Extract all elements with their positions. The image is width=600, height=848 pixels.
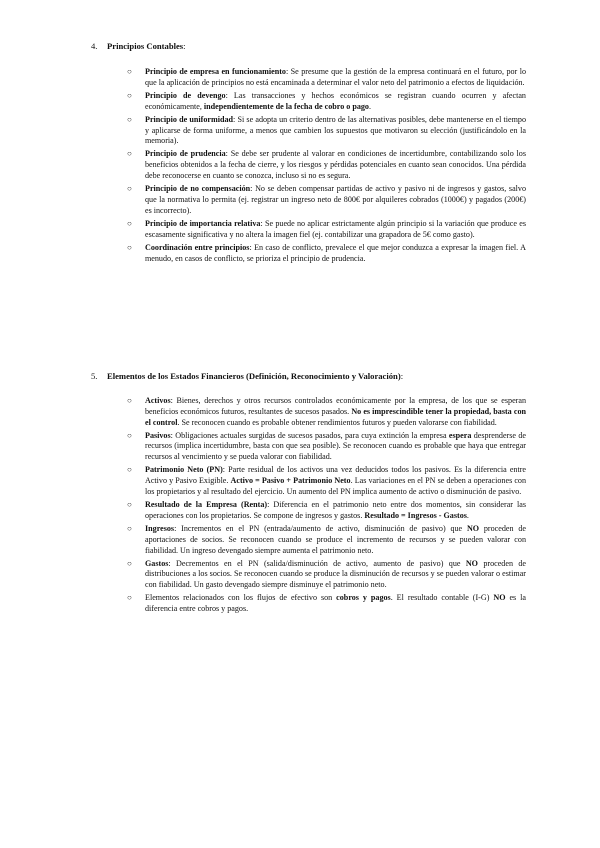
emphasis-text: Ingresos bbox=[145, 523, 175, 533]
body-text: : Las transacciones y hechos económicos se registran cuando ocurren y afectan económicamente, bbox=[145, 90, 526, 111]
list-item bbox=[127, 242, 526, 265]
body-text: es la diferencia entre cobros y pagos. bbox=[145, 593, 526, 614]
bullet-icon: ○ bbox=[127, 430, 132, 440]
emphasis-text: Resultado = Ingresos - Gastos bbox=[364, 510, 467, 520]
list-item bbox=[127, 558, 526, 591]
emphasis-text: independientemente de la fecha de cobro o pago bbox=[203, 101, 369, 111]
list-item bbox=[127, 396, 526, 428]
emphasis-text: Activo = Pasivo + Patrimonio Neto bbox=[230, 476, 351, 486]
emphasis-text: NO bbox=[466, 523, 480, 533]
emphasis-text: Resultado de la Empresa (Renta) bbox=[145, 500, 268, 510]
section-title: Elementos de los Estados Financieros (Definición, Reconocimiento y Valoración) bbox=[107, 371, 401, 381]
bullet-icon: ○ bbox=[127, 396, 132, 405]
body-text: . bbox=[368, 101, 372, 111]
emphasis-text: Pasivos bbox=[145, 430, 171, 440]
body-text: . El resultado contable (I-G) bbox=[390, 593, 494, 603]
emphasis-text: No es imprescindible tener la propiedad, basta con el control bbox=[145, 406, 526, 427]
emphasis-text: Principio de importancia relativa bbox=[145, 218, 261, 228]
principles-list bbox=[127, 67, 527, 267]
list-item bbox=[127, 184, 527, 216]
emphasis-text: Patrimonio Neto (PN) bbox=[145, 465, 223, 475]
emphasis-text: Activos bbox=[145, 396, 171, 405]
body-text: : Se debe ser prudente al valorar en condiciones de incertidumbre, contabilizando solo los beneficios obtenidos a la fecha de cierre, y los riesgos y pérdidas potenciales en cuanto sean conocidos. Una pérdida debe reconocerse en cuanto se conozca, incluso si no es segura. bbox=[145, 149, 526, 181]
list-item bbox=[127, 593, 526, 615]
list-item bbox=[127, 67, 526, 89]
bullet-icon: ○ bbox=[127, 523, 132, 533]
bullet-icon: ○ bbox=[127, 558, 132, 568]
list-item bbox=[127, 149, 526, 181]
emphasis-text: Coordinación entre principios bbox=[145, 242, 250, 252]
section-number: 5. bbox=[91, 371, 98, 381]
list-item bbox=[127, 114, 526, 147]
bullet-icon: ○ bbox=[127, 593, 132, 603]
body-text: . Se reconocen cuando es probable obtener rendimientos futuros y pueden valorarse con fiabilidad. bbox=[177, 417, 497, 427]
body-text: : Parte residual de los activos una vez deducidos todos los pasivos. Es la diferencia entre Activo y Pasivo Exigible. bbox=[145, 465, 526, 486]
bullet-icon: ○ bbox=[127, 465, 132, 475]
bullet-icon: ○ bbox=[127, 218, 132, 228]
body-text: proceden de distribuciones a los socios. Se reconocen cuando se produce la disminución de recursos y se pueden valorar o estimar con fiabilidad. Un gasto devengado siempre disminuye el patrimonio neto. bbox=[145, 558, 526, 590]
body-text: . bbox=[466, 510, 469, 520]
body-text: proceden de aportaciones de socios. Se reconocen cuando se produce el incremento de recursos y se pueden valorar con fiabilidad. Un ingreso devengado siempre aumenta el patrimonio neto. bbox=[145, 523, 526, 555]
emphasis-text: Principio de uniformidad bbox=[145, 114, 234, 124]
section-title: Principios Contables bbox=[107, 41, 184, 51]
emphasis-text: NO bbox=[493, 593, 506, 603]
body-text: : Incrementos en el PN (entrada/aumento de activo, disminución de pasivo) que bbox=[174, 523, 467, 533]
emphasis-text: Gastos bbox=[145, 558, 169, 568]
emphasis-text: Principio de empresa en funcionamiento bbox=[145, 67, 286, 76]
emphasis-text: Principio de devengo bbox=[145, 90, 226, 100]
body-text: : En caso de conflicto, prevalece el que mejor conduzca a expresar la imagen fiel. A menudo, en casos de conflicto, se prioriza el principio de prudencia. bbox=[145, 242, 526, 263]
bullet-icon: ○ bbox=[127, 242, 132, 252]
list-item bbox=[127, 218, 526, 241]
body-text: : Obligaciones actuales surgidas de sucesos pasados, para cuya extinción la empresa bbox=[170, 430, 449, 440]
section-number: 4. bbox=[91, 41, 98, 51]
body-text: . Las variaciones en el PN se deben a operaciones con los propietarios y al resultado del ejercicio. Un aumento del PN implica aumento de activo o disminución de pasivo. bbox=[145, 476, 527, 496]
list-item bbox=[127, 430, 526, 463]
elements-list bbox=[127, 396, 527, 617]
bullet-icon: ○ bbox=[127, 114, 132, 124]
emphasis-text: Principio de no compensación bbox=[145, 184, 251, 194]
list-item bbox=[127, 465, 527, 497]
body-text: : Si se adopta un criterio dentro de las alternativas posibles, debe mantenerse en el tiempo y aplicarse de forma uniforme, a menos que cambien los supuestos que motivaron su elección (justificándolo en la memoria). bbox=[145, 114, 526, 146]
body-text: : Diferencia en el patrimonio neto entre dos momentos, sin considerar las operaciones con los propietarios. Se compone de ingresos y gastos. bbox=[145, 500, 526, 520]
list-item bbox=[127, 500, 526, 522]
body-text: desprenderse de recursos (implica incertidumbre, basta con que sea posible). Se reconocen cuando es probable que haya que entregar recursos al vencimiento y se pueda valorar con fiabilidad. bbox=[145, 430, 526, 462]
list-item bbox=[127, 523, 526, 556]
list-item bbox=[127, 90, 526, 113]
emphasis-text: espera bbox=[448, 430, 472, 440]
bullet-icon: ○ bbox=[127, 500, 132, 510]
body-text: : Decrementos en el PN (salida/disminución de activo, aumento de pasivo) que bbox=[168, 558, 466, 568]
bullet-icon: ○ bbox=[127, 67, 132, 76]
body-text: : No se deben compensar partidas de activo y pasivo ni de ingresos y gastos, salvo que la normativa lo permita (ej. registrar un ingreso neto de 800€ por alquileres cobrados (1000€) y pagados (200€) es incorrecto). bbox=[145, 184, 527, 215]
emphasis-text: NO bbox=[465, 558, 478, 568]
body-text: : Se presume que la gestión de la empresa continuará en el futuro, por lo que la aplicación de principios no está encaminada a determinar el valor neto del patrimonio a efectos de liquidación. bbox=[145, 67, 526, 87]
body-text: : Se puede no aplicar estrictamente algún principio si la variación que produce es escasamente significativa y no altera la imagen fiel (ej. contabilizar una grapadora de 5€ como gasto). bbox=[145, 218, 526, 239]
emphasis-text: cobros y pagos bbox=[336, 593, 391, 603]
bullet-icon: ○ bbox=[127, 149, 132, 159]
emphasis-text: Principio de prudencia bbox=[145, 149, 226, 159]
bullet-icon: ○ bbox=[127, 90, 132, 100]
body-text: : Bienes, derechos y otros recursos controlados económicamente por la empresa, de los que se esperan beneficios económicos futuros, resultantes de sucesos pasados. bbox=[145, 396, 526, 416]
document-page: 4. Principios Contables: ○ Principio de empresa en funcionamiento: Se presume que la gestión de la empresa continuará en el futuro, por lo que la aplicación de principios no está encaminada a determinar el valor neto del patrimonio a efectos de liquidación. ○ Principio de devengo: Las transacciones y hechos económicos se registran cuando ocurren y afectan económicamente, independientemente de la fecha de cobro o pago. ○ Principio de uniformidad: Si se adopta un criterio dentro de las alternativas posibles, debe mantenerse en el tiempo y aplicarse de forma uniforme, a menos que cambien los supuestos que motivaron su elección (justificándolo en la memoria). ○ Principio de prudencia: Se debe ser prudente al valorar en condiciones de incertidumbre, contabilizando solo los beneficios obtenidos a la fecha de cierre, y los riesgos y pérdidas potenciales en cuanto sean conocidos. Una pérdida debe reconocerse en cuanto se conozca, incluso si no es segura. ○ Principio de no compensación: No se deben compensar partidas de activo y pasivo ni de ingresos y gastos, salvo que la normativa lo permita (ej. registrar un ingreso neto de 800€ por alquileres cobrados (1000€) y pagados (200€) es incorrecto). ○ Principio de importancia relativa: Se puede no aplicar estrictamente algún principio si la variación que produce es escasamente significativa y no altera la imagen fiel (ej. contabilizar una grapadora de 5€ como gasto). ○ Coordinación entre principios: En caso de conflicto, prevalece el que mejor conduzca a expresar la imagen fiel. A menudo, en casos de conflicto, se prioriza el principio de prudencia. 5. Elementos de los Estados Financieros (Definición, Reconocimiento y Valoración): ○ Activos: Bienes, derechos y otros recursos controlados económicamente por la empresa, de los que se esperan beneficios económicos futuros, resultantes de sucesos pasados. No es imprescindible tener la propiedad, basta con el control. Se reconocen cuando es probable obtener rendimientos futuros y pueden valorarse con fiabilidad. ○ Pasivos: Obligaciones actuales surgidas de sucesos pasados, para cuya extinción la empresa espera desprenderse de recursos (implica incertidumbre, basta con que sea posible). Se reconocen cuando es probable que haya que entregar recursos al vencimiento y se pueda valorar con fiabilidad. ○ Patrimonio Neto (PN): Parte residual de los activos una vez deducidos todos los pasivos. Es la diferencia entre Activo y Pasivo Exigible. Activo = Pasivo + Patrimonio Neto. Las variaciones en el PN se deben a operaciones con los propietarios y al resultado del ejercicio. Un aumento del PN implica aumento de activo o disminución de pasivo. ○ Resultado de la Empresa (Renta): Diferencia en el patrimonio neto entre dos momentos, sin considerar las operaciones con los propietarios. Se compone de ingresos y gastos. Resultado = Ingresos - Gastos. ○ Ingresos: Incrementos en el PN (entrada/aumento de activo, disminución de pasivo) que NO proceden de aportaciones de socios. Se reconocen cuando se produce el incremento de recursos y se pueden valorar con fiabilidad. Un ingreso devengado siempre aumenta el patrimonio neto. ○ Gastos: Decrementos en el PN (salida/disminución de activo, aumento de pasivo) que NO proceden de distribuciones a los socios. Se reconocen cuando se produce la disminución de recursos y se pueden valorar o estimar con fiabilidad. Un gasto devengado siempre disminuye el patrimonio neto. ○ Elementos relacionados con los flujos de efectivo son cobros y pagos. El resultado contable (I-G) NO es la diferencia entre cobros y pagos. bbox=[0, 0, 600, 848]
body-text: Elementos relacionados con los flujos de efectivo son bbox=[145, 593, 337, 603]
bullet-icon: ○ bbox=[127, 184, 132, 194]
